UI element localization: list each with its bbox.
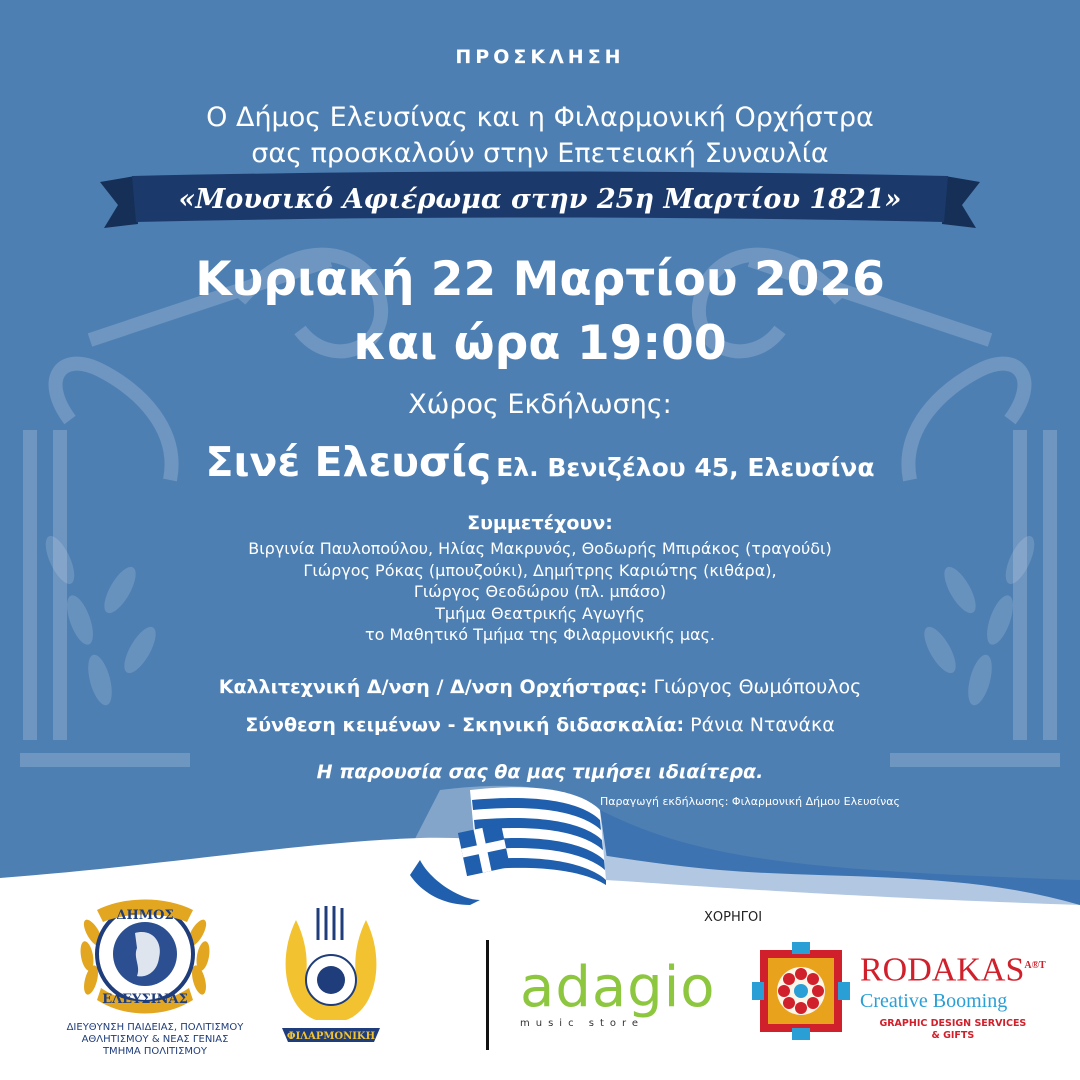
- closing-line: Η παρουσία σας θα μας τιμήσει ιδιαίτερα.: [316, 761, 764, 783]
- dimos-caption: [40, 1022, 270, 1058]
- dimos-logo-bottom-text: ΕΛΕΥΣΙΝΑΣ: [102, 992, 188, 1007]
- participants-line: Γιώργος Ρόκας (μπουζούκι), Δημήτρης Καριώτης (κιθάρα),: [303, 560, 777, 580]
- dimos-caption-line: ΔΙΕΥΘΥΝΣΗ ΠΑΙΔΕΙΑΣ, ΠΟΛΙΤΙΣΜΟΥ: [66, 1022, 244, 1033]
- footer-divider: [486, 940, 489, 1050]
- venue-name: Σινέ Ελευσίς: [205, 438, 492, 486]
- credit-direction-label: Καλλιτεχνική Δ/νση / Δ/νση Ορχήστρας:: [218, 676, 648, 698]
- participants-list: [0, 538, 1080, 646]
- dimos-caption-line: ΤΜΗΜΑ ΠΟΛΙΤΙΣΜΟΥ: [102, 1046, 208, 1057]
- participants-line: Βιργινία Παυλοπούλου, Ηλίας Μακρυνός, Θοδωρής Μπιράκος (τραγούδι): [248, 539, 832, 558]
- sponsors-label: ΧΟΡΗΓΟΙ: [704, 910, 763, 925]
- rodakas-tagline: Creative Booming: [860, 990, 1008, 1013]
- rodakas-name-row: [860, 948, 1046, 988]
- participants-line: Γιώργος Θεοδώρου (πλ. μπάσο): [413, 582, 667, 601]
- production-credit: Παραγωγή εκδήλωσης: Φιλαρμονική Δήμου Ελευσίνας: [600, 795, 900, 808]
- rodakas-services-line: GRAPHIC DESIGN SERVICES: [879, 1018, 1027, 1030]
- rodakas-name: RODAKAS: [860, 951, 1025, 989]
- intro-text: [0, 100, 1080, 172]
- credit-direction-value: Γιώργος Θωμόπουλος: [653, 676, 862, 698]
- rodakas-logo: [860, 948, 1046, 1042]
- rodakas-services-line: & GIFTS: [931, 1030, 975, 1042]
- invitation-heading: ΠΡΟΣΚΛΗΣΗ: [455, 46, 625, 68]
- rodakas-mark: A®T: [1024, 960, 1046, 971]
- credit-texts-label: Σύνθεση κειμένων - Σκηνική διδασκαλία:: [245, 714, 685, 736]
- adagio-subtitle: music store: [520, 1018, 645, 1029]
- philharmonic-banner-text: ΦΙΛΑΡΜΟΝΙΚΗ: [286, 1031, 376, 1042]
- adagio-name: adagio: [520, 955, 716, 1020]
- participants-title: Συμμετέχουν:: [467, 512, 613, 534]
- venue-label: Χώρος Εκδήλωσης:: [408, 389, 672, 420]
- credit-texts-value: Ράνια Ντανάκα: [690, 714, 835, 736]
- rodakas-services: [860, 1018, 1046, 1042]
- rodakas-emblem: [752, 942, 850, 1040]
- event-datetime: [0, 248, 1080, 376]
- philharmonic-lyre-logo: [276, 900, 386, 1050]
- event-date: Κυριακή 22 Μαρτίου 2026: [195, 252, 885, 307]
- dimos-caption-line: ΑΘΛΗΤΙΣΜΟΥ & ΝΕΑΣ ΓΕΝΙΑΣ: [81, 1034, 229, 1045]
- intro-line-2: σας προσκαλούν στην Επετειακή Συναυλία: [251, 138, 829, 169]
- adagio-logo: [520, 955, 720, 1029]
- venue: [0, 438, 1080, 486]
- participants-line: Τμήμα Θεατρικής Αγωγής: [435, 603, 645, 623]
- event-time: και ώρα 19:00: [353, 316, 727, 371]
- participants-line: το Μαθητικό Τμήμα της Φιλαρμονικής μας.: [364, 625, 716, 644]
- venue-address: Ελ. Βενιζέλου 45, Ελευσίνα: [496, 453, 875, 482]
- dimos-logo-top-text: ΔΗΜΟΣ: [116, 908, 174, 923]
- intro-line-1: Ο Δήμος Ελευσίνας και η Φιλαρμονική Ορχήστρα: [206, 102, 874, 133]
- credit-direction: [0, 676, 1080, 698]
- credit-texts: [0, 714, 1080, 736]
- concert-title: «Μουσικό Αφιέρωμα στην 25η Μαρτίου 1821»: [178, 184, 902, 215]
- dimos-elefsinas-logo: [75, 888, 215, 1018]
